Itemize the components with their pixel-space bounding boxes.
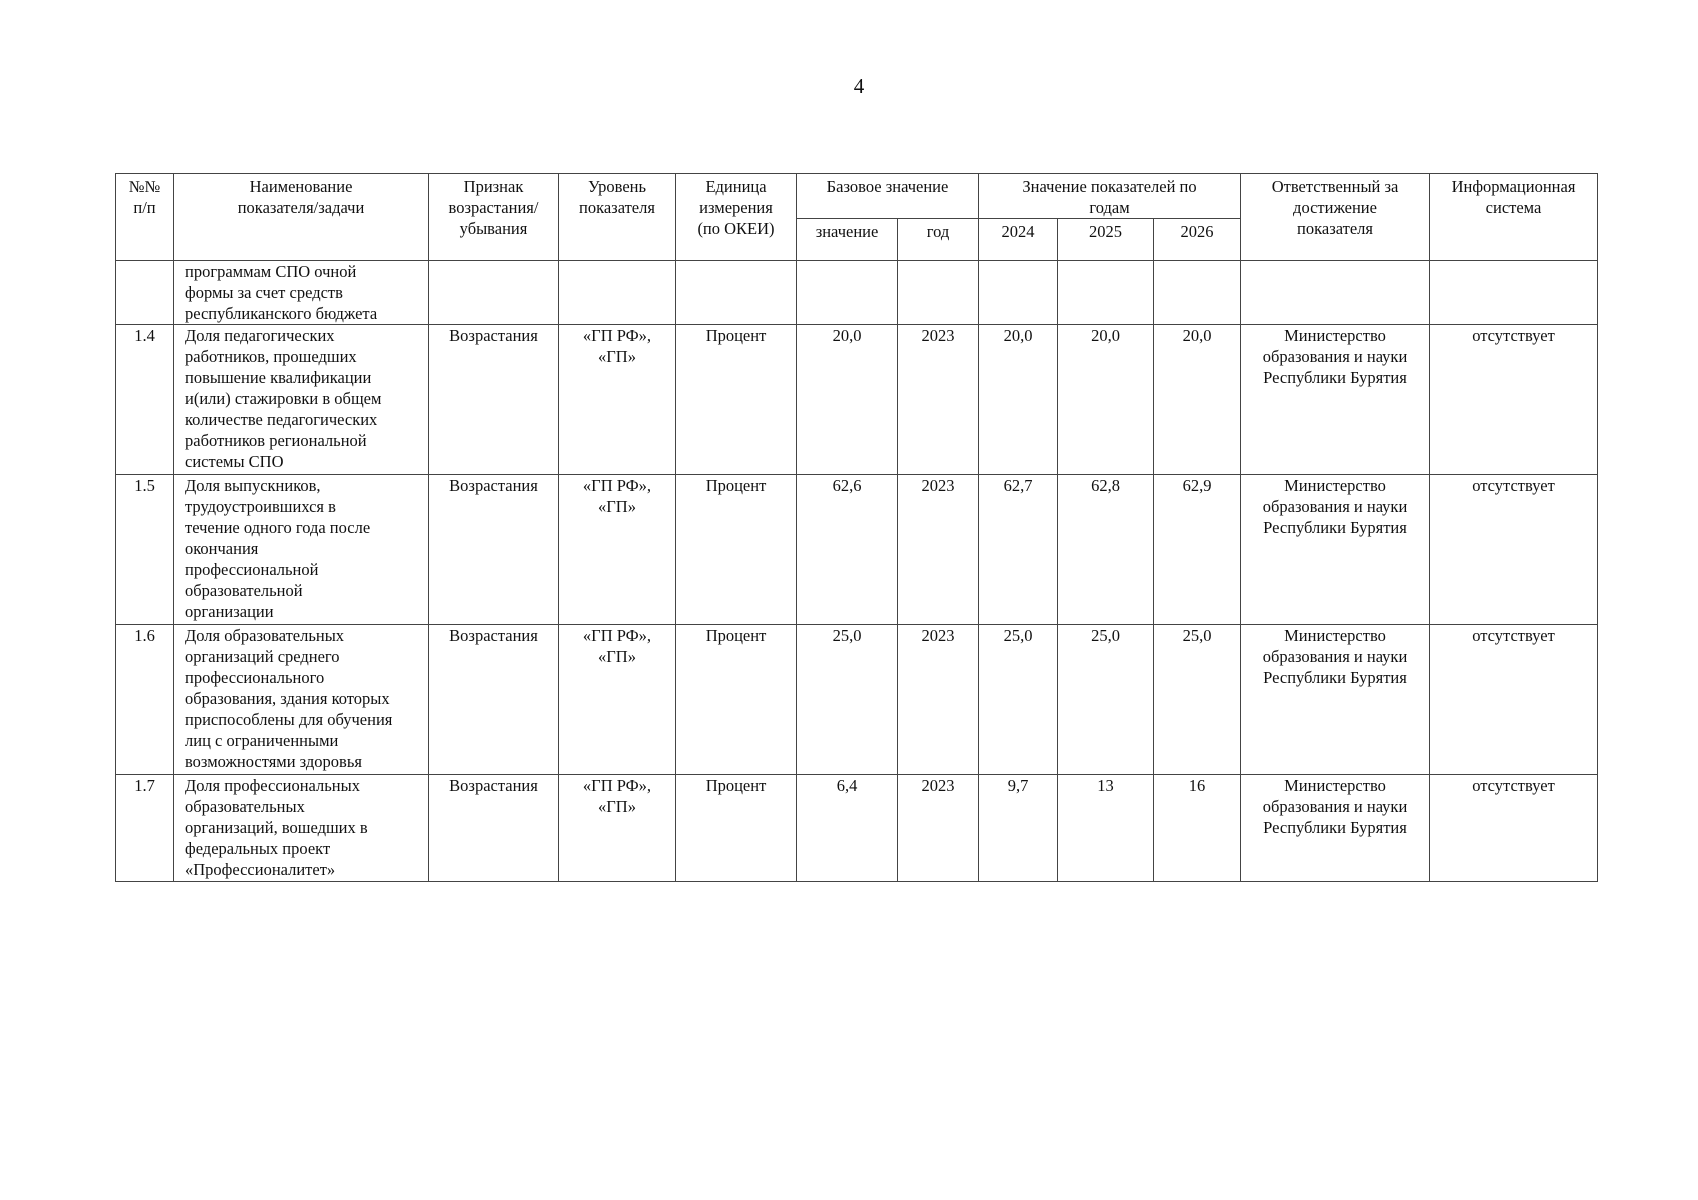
- cell-2024: 25,0: [979, 625, 1058, 775]
- cell-2024: 20,0: [979, 325, 1058, 475]
- cell-2025: 20,0: [1058, 325, 1154, 475]
- cell-unit: Процент: [676, 325, 797, 475]
- table-row: [116, 475, 1598, 625]
- cell-2026: 20,0: [1154, 325, 1241, 475]
- cell-base-year: 2023: [898, 475, 979, 625]
- cell-2024: 9,7: [979, 775, 1058, 882]
- header-unit: Единица измерения (по ОКЕИ): [676, 174, 797, 261]
- cell-num: 1.4: [116, 325, 174, 475]
- cell-name: Доля выпускников, трудоустроившихся в течение одного года после окончания профессиональной образовательной организации: [174, 475, 429, 625]
- cell-unit: Процент: [676, 475, 797, 625]
- cell-name: программам СПО очной формы за счет средств республиканского бюджета: [174, 261, 429, 325]
- cell-level: «ГП РФ», «ГП»: [559, 625, 676, 775]
- table-row: [116, 325, 1598, 475]
- cell-base-value: 62,6: [797, 475, 898, 625]
- header-base-value: значение: [797, 219, 898, 261]
- header-row: [116, 174, 1598, 219]
- cell-2025: [1058, 261, 1154, 325]
- cell-trend: Возрастания: [429, 625, 559, 775]
- cell-2025: 25,0: [1058, 625, 1154, 775]
- cell-base-year: 2023: [898, 775, 979, 882]
- cell-2025: 13: [1058, 775, 1154, 882]
- cell-base-year: 2023: [898, 325, 979, 475]
- cell-level: «ГП РФ», «ГП»: [559, 475, 676, 625]
- cell-responsible: Министерство образования и науки Республики Бурятия: [1241, 625, 1430, 775]
- cell-base-value: 6,4: [797, 775, 898, 882]
- cell-trend: [429, 261, 559, 325]
- table-row-continuation: [116, 261, 1598, 325]
- cell-2026: 16: [1154, 775, 1241, 882]
- header-year-2026: 2026: [1154, 219, 1241, 261]
- cell-level: «ГП РФ», «ГП»: [559, 325, 676, 475]
- page-number: 4: [853, 74, 865, 98]
- cell-2024: 62,7: [979, 475, 1058, 625]
- cell-name: Доля педагогических работников, прошедших повышение квалификации и(или) стажировки в общем количестве педагогических работников региональной системы СПО: [174, 325, 429, 475]
- cell-2026: 62,9: [1154, 475, 1241, 625]
- cell-num: 1.5: [116, 475, 174, 625]
- cell-2025: 62,8: [1058, 475, 1154, 625]
- header-responsible: Ответственный за достижение показателя: [1241, 174, 1430, 261]
- header-level: Уровень показателя: [559, 174, 676, 261]
- cell-base-value: 20,0: [797, 325, 898, 475]
- cell-num: 1.6: [116, 625, 174, 775]
- cell-info-system: отсутствует: [1430, 775, 1598, 882]
- header-trend: Признак возрастания/ убывания: [429, 174, 559, 261]
- cell-name: Доля профессиональных образовательных организаций, вошедших в федеральных проект «Профессионалитет»: [174, 775, 429, 882]
- cell-name: Доля образовательных организаций среднего профессионального образования, здания которых приспособлены для обучения лиц с ограниченными возможностями здоровья: [174, 625, 429, 775]
- header-base-year: год: [898, 219, 979, 261]
- header-year-2024: 2024: [979, 219, 1058, 261]
- header-by-years: Значение показателей по годам: [979, 174, 1241, 219]
- cell-base-value: [797, 261, 898, 325]
- indicators-table: [115, 173, 1598, 882]
- cell-2024: [979, 261, 1058, 325]
- cell-unit: [676, 261, 797, 325]
- header-info-system: Информационная система: [1430, 174, 1598, 261]
- cell-base-year: [898, 261, 979, 325]
- cell-base-year: 2023: [898, 625, 979, 775]
- cell-2026: [1154, 261, 1241, 325]
- cell-2026: 25,0: [1154, 625, 1241, 775]
- table-row: [116, 625, 1598, 775]
- cell-unit: Процент: [676, 625, 797, 775]
- cell-num: [116, 261, 174, 325]
- cell-unit: Процент: [676, 775, 797, 882]
- cell-level: [559, 261, 676, 325]
- cell-responsible: Министерство образования и науки Республики Бурятия: [1241, 475, 1430, 625]
- cell-base-value: 25,0: [797, 625, 898, 775]
- header-base: Базовое значение: [797, 174, 979, 219]
- cell-trend: Возрастания: [429, 325, 559, 475]
- cell-responsible: Министерство образования и науки Республики Бурятия: [1241, 325, 1430, 475]
- cell-info-system: отсутствует: [1430, 475, 1598, 625]
- header-num: №№ п/п: [116, 174, 174, 261]
- cell-info-system: [1430, 261, 1598, 325]
- cell-responsible: [1241, 261, 1430, 325]
- cell-info-system: отсутствует: [1430, 625, 1598, 775]
- header-year-2025: 2025: [1058, 219, 1154, 261]
- table-row: [116, 775, 1598, 882]
- cell-info-system: отсутствует: [1430, 325, 1598, 475]
- header-name: Наименование показателя/задачи: [174, 174, 429, 261]
- cell-responsible: Министерство образования и науки Республики Бурятия: [1241, 775, 1430, 882]
- cell-trend: Возрастания: [429, 475, 559, 625]
- cell-num: 1.7: [116, 775, 174, 882]
- cell-trend: Возрастания: [429, 775, 559, 882]
- cell-level: «ГП РФ», «ГП»: [559, 775, 676, 882]
